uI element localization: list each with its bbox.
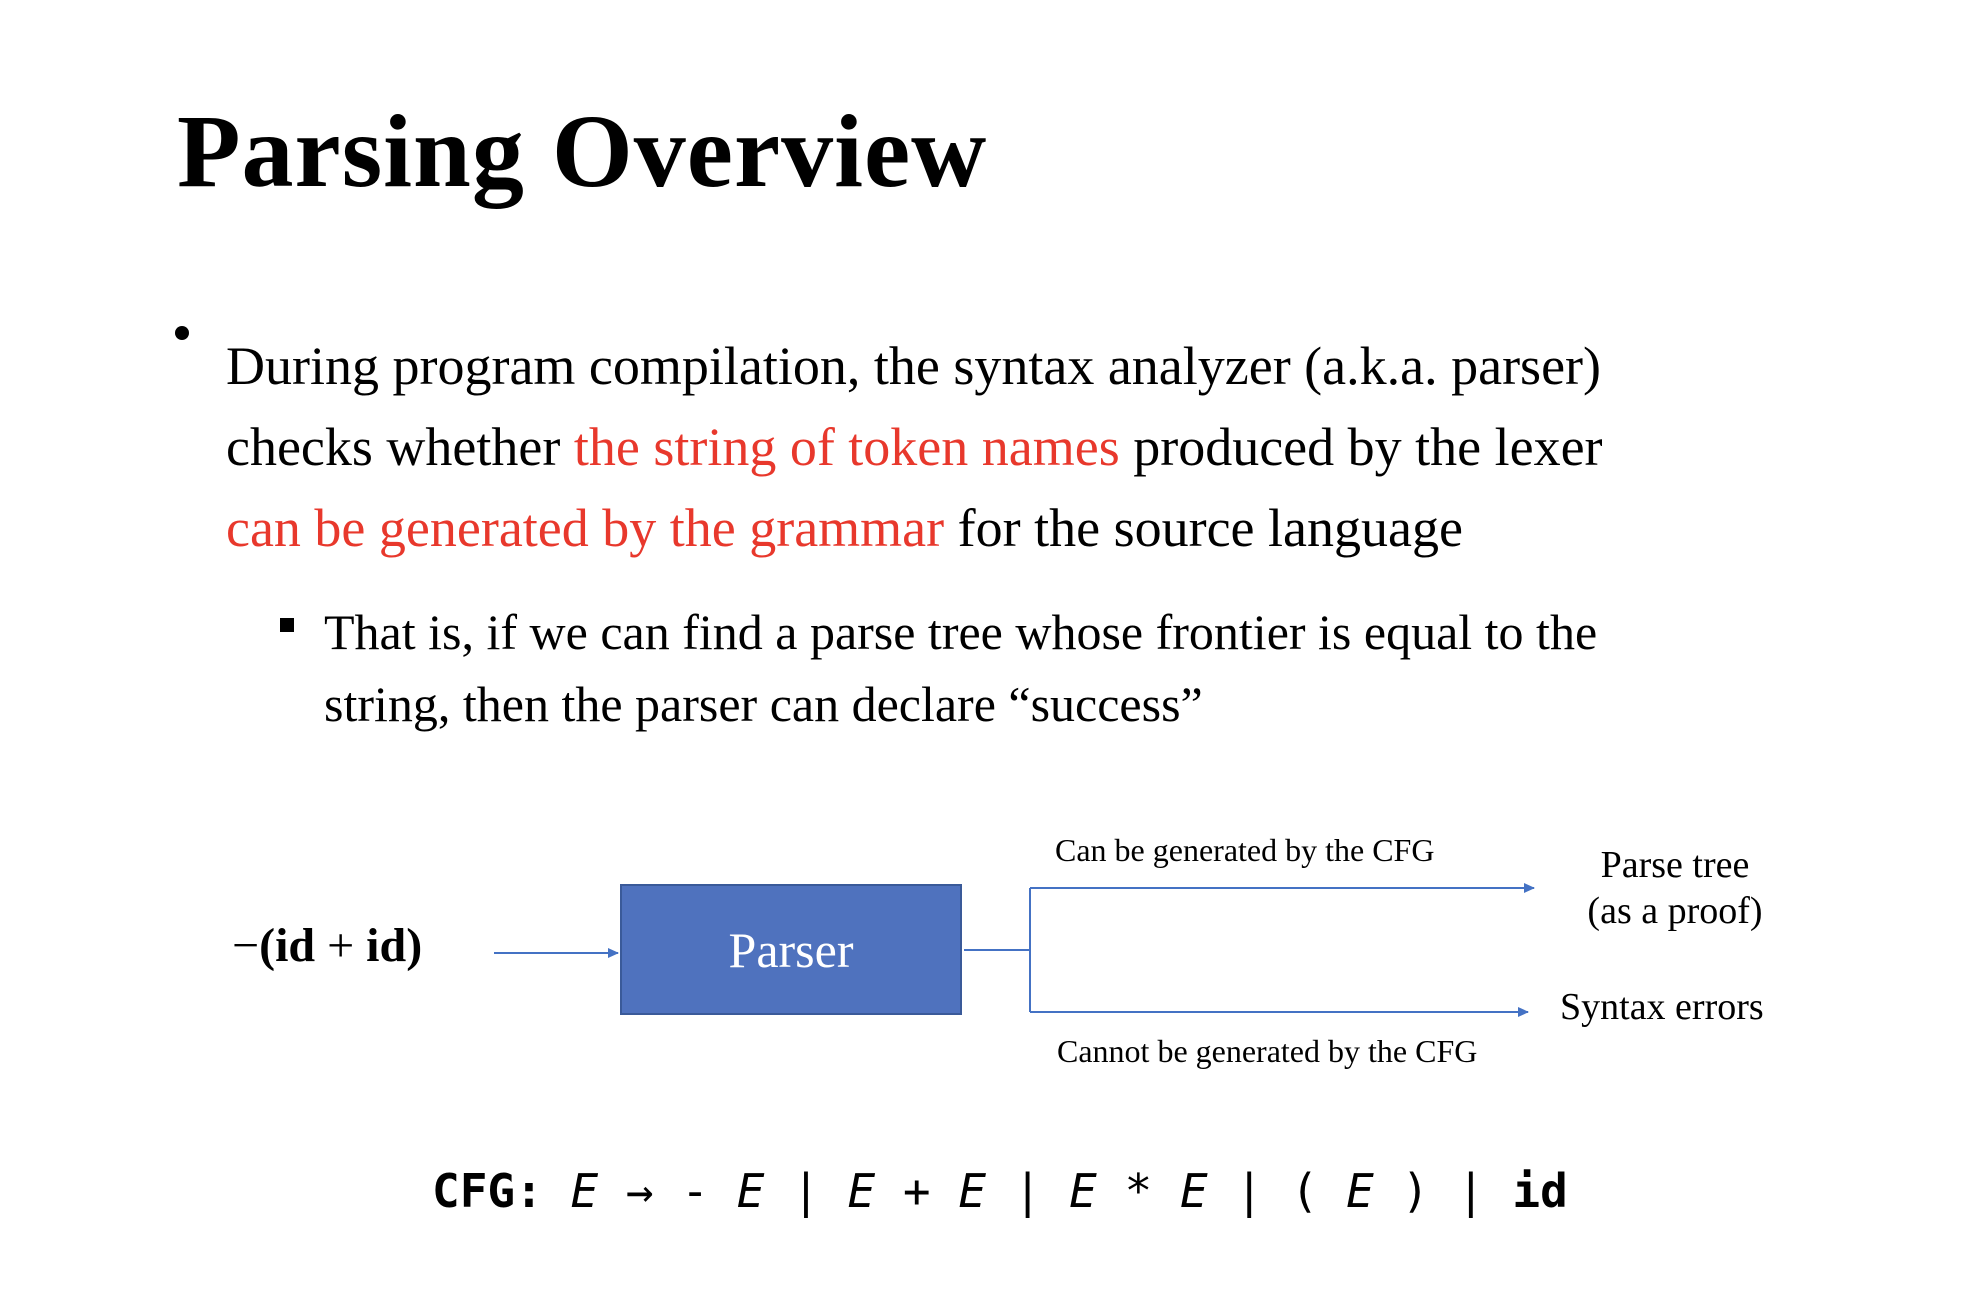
cfg-alt4-close: ) [1401, 1164, 1430, 1218]
bullet-highlight-token-names: the string of token names [573, 417, 1120, 477]
cfg-bar-3: | [1235, 1164, 1264, 1218]
parser-box [620, 884, 962, 1015]
cfg-alt3-op: * [1124, 1164, 1153, 1218]
cfg-alt3-e1: E [1069, 1164, 1097, 1218]
cfg-lhs: E [570, 1164, 599, 1218]
bullet-dot-icon [175, 326, 189, 340]
parse-tree-output [1560, 842, 1790, 934]
main-bullet-text [226, 326, 1926, 569]
cfg-alt1-e: E [736, 1164, 765, 1218]
failure-edge-label: Cannot be generated by the CFG [1057, 1033, 1478, 1069]
bullet-line-3-post: for the source language [944, 498, 1463, 558]
success-edge-label: Can be generated by the CFG [1055, 832, 1435, 868]
bullet-line-3 [226, 488, 1926, 569]
input-close-paren: ) [406, 919, 423, 972]
parse-tree-sublabel: (as a proof) [1587, 890, 1763, 932]
cfg-bar-1: | [792, 1164, 820, 1218]
cfg-alt1-op: - [681, 1164, 709, 1218]
square-bullet-icon [280, 618, 294, 632]
cfg-bar-4: | [1456, 1164, 1485, 1218]
input-open-paren: ( [259, 919, 276, 972]
parse-tree-label: Parse tree [1600, 844, 1750, 886]
bullet-line-2-pre: checks whether [226, 417, 574, 477]
cfg-rule [432, 1164, 1568, 1218]
syntax-errors-output: Syntax errors [1560, 986, 1764, 1028]
input-minus: − [232, 919, 260, 972]
input-id-1: id [275, 919, 316, 972]
cfg-alt3-e2: E [1179, 1164, 1208, 1218]
cfg-arrow: → [625, 1164, 654, 1218]
cfg-alt4-e: E [1346, 1164, 1374, 1218]
input-id-2: id [366, 919, 407, 972]
bullet-line-2-post: produced by the lexer [1119, 417, 1603, 477]
cfg-label: CFG: [432, 1164, 543, 1218]
cfg-alt2-e1: E [847, 1164, 876, 1218]
cfg-bar-2: | [1013, 1164, 1042, 1218]
cfg-alt2-e2: E [958, 1164, 987, 1218]
input-plus: + [315, 919, 367, 972]
sub-bullet-line-2: string, then the parser can declare “success” [324, 676, 1203, 732]
cfg-alt5-id: id [1512, 1164, 1568, 1218]
sub-bullet-text [324, 596, 1904, 740]
cfg-alt4-open: ( [1290, 1164, 1319, 1218]
input-expression [232, 919, 423, 972]
bullet-line-1: During program compilation, the syntax analyzer (a.k.a. parser) [226, 336, 1601, 396]
bullet-line-2 [226, 407, 1926, 488]
parser-label: Parser [728, 921, 854, 978]
slide-title: Parsing Overview [177, 94, 988, 209]
sub-bullet-line-1: That is, if we can find a parse tree whose frontier is equal to the [324, 604, 1598, 660]
bullet-highlight-grammar: can be generated by the grammar [226, 498, 945, 558]
cfg-alt2-op: + [902, 1164, 931, 1218]
